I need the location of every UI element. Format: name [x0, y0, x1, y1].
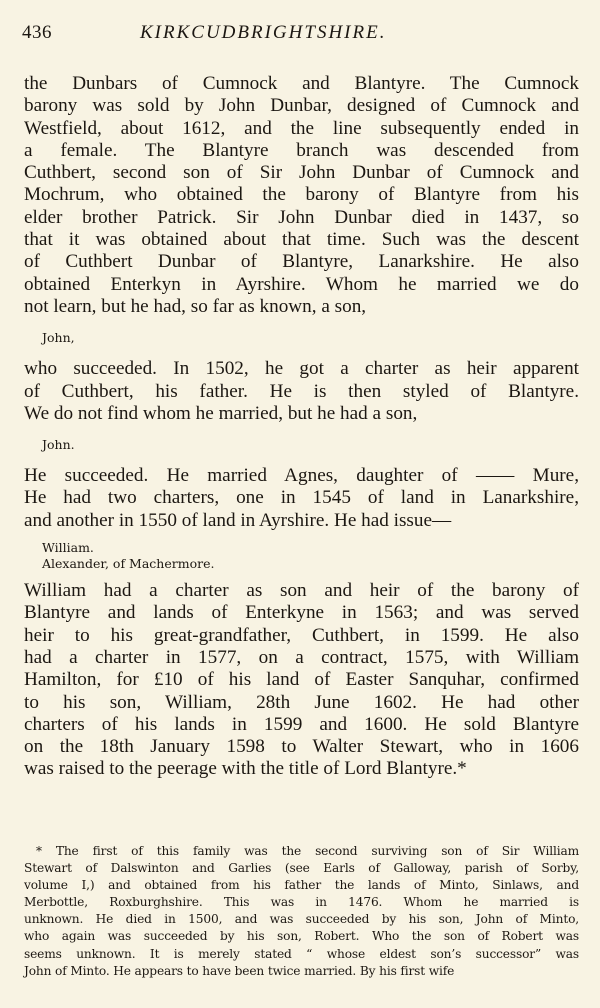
- text-line: charters of his lands in 1599 and 1600. He sold Blantyre: [24, 713, 579, 735]
- text-line: of Cuthbert Dunbar of Blantyre, Lanarkshire. He also: [24, 251, 579, 273]
- text-line: on the 18th January 1598 to Walter Stewart, who in 1606: [24, 736, 579, 758]
- footnote-line: Merbottle, Roxburghshire. This was in 1476. Whom he married is: [24, 895, 579, 910]
- text-line: elder brother Patrick. Sir John Dunbar died in 1437, so: [24, 206, 579, 228]
- text-line: to his son, William, 28th June 1602. He had other: [24, 691, 579, 713]
- body-text: [24, 73, 579, 781]
- footnote-line: seems unknown. It is merely stated “ whose eldest son’s successor” was: [24, 946, 579, 961]
- running-title: KIRKCUDBRIGHTSHIRE.: [140, 22, 387, 43]
- text-line: was raised to the peerage with the title of Lord Blantyre.*: [24, 758, 467, 780]
- footnote-line: volume I,) and obtained from his father the lands of Minto, Sinlaws, and: [24, 878, 579, 893]
- genealogy-issue-list: [24, 540, 579, 572]
- paragraph-john-succeeded: [24, 358, 579, 425]
- footnote-line: unknown. He died in 1500, and was succeeded by his son, John of Minto,: [24, 912, 579, 927]
- person-name: John.: [42, 437, 75, 453]
- text-line: He succeeded. He married Agnes, daughter of —— Mure,: [24, 465, 579, 487]
- text-line: who succeeded. In 1502, he got a charter as heir apparent: [24, 358, 579, 380]
- person-name: William.: [42, 540, 94, 556]
- text-line: He had two charters, one in 1545 of land in Lanarkshire,: [24, 487, 579, 509]
- text-line: Cuthbert, second son of Sir John Dunbar of Cumnock and: [24, 162, 579, 184]
- text-line: of Cuthbert, his father. He is then styled of Blantyre.: [24, 380, 579, 402]
- footnote-line-text: The first of this family was the second surviving son of Sir William: [55, 844, 579, 858]
- text-line: had a charter in 1577, on a contract, 1575, with William: [24, 646, 579, 668]
- page-number: 436: [22, 22, 52, 43]
- footnote-marker: *: [36, 844, 42, 858]
- footnote: [24, 843, 579, 980]
- genealogy-entry-john-1: [24, 330, 579, 346]
- person-name: John,: [42, 330, 75, 346]
- paragraph-william-charters: [24, 580, 579, 781]
- footnote-line: [24, 843, 579, 860]
- text-line: the Dunbars of Cumnock and Blantyre. The Cumnock: [24, 73, 579, 94]
- footnote-line: Stewart of Dalswinton and Garlies (see Earls of Galloway, parish of Sorby,: [24, 861, 579, 876]
- text-line: We do not find whom he married, but he had a son,: [24, 402, 418, 424]
- person-name: Alexander, of Machermore.: [42, 556, 215, 572]
- text-line: William had a charter as son and heir of the barony of: [24, 580, 579, 602]
- text-line: not learn, but he had, so far as known, a son,: [24, 295, 367, 317]
- text-line: obtained Enterkyn in Ayrshire. Whom he married we do: [24, 273, 579, 295]
- text-line: Blantyre and lands of Enterkyne in 1563; and was served: [24, 602, 579, 624]
- paragraph-agnes-mure: [24, 465, 579, 532]
- text-line: heir to his great-grandfather, Cuthbert, in 1599. He also: [24, 624, 579, 646]
- text-line: and another in 1550 of land in Ayrshire. He had issue—: [24, 509, 452, 531]
- text-line: a female. The Blantyre branch was descended from: [24, 139, 579, 161]
- text-line: Mochrum, who obtained the barony of Blantyre from his: [24, 184, 579, 206]
- text-line: that it was obtained about that time. Such was the descent: [24, 229, 579, 251]
- text-line: Westfield, about 1612, and the line subsequently ended in: [24, 117, 579, 139]
- page-header: [22, 22, 578, 48]
- footnote-line: who again was succeeded by his son, Robert. Who the son of Robert was: [24, 929, 579, 944]
- footnote-line: John of Minto. He appears to have been twice married. By his first wife: [24, 963, 455, 978]
- text-line: barony was sold by John Dunbar, designed of Cumnock and: [24, 95, 579, 117]
- text-line: Hamilton, for £10 of his land of Easter Sanquhar, confirmed: [24, 669, 579, 691]
- genealogy-entry-john-2: [24, 437, 579, 453]
- paragraph-dunbars: [24, 73, 579, 318]
